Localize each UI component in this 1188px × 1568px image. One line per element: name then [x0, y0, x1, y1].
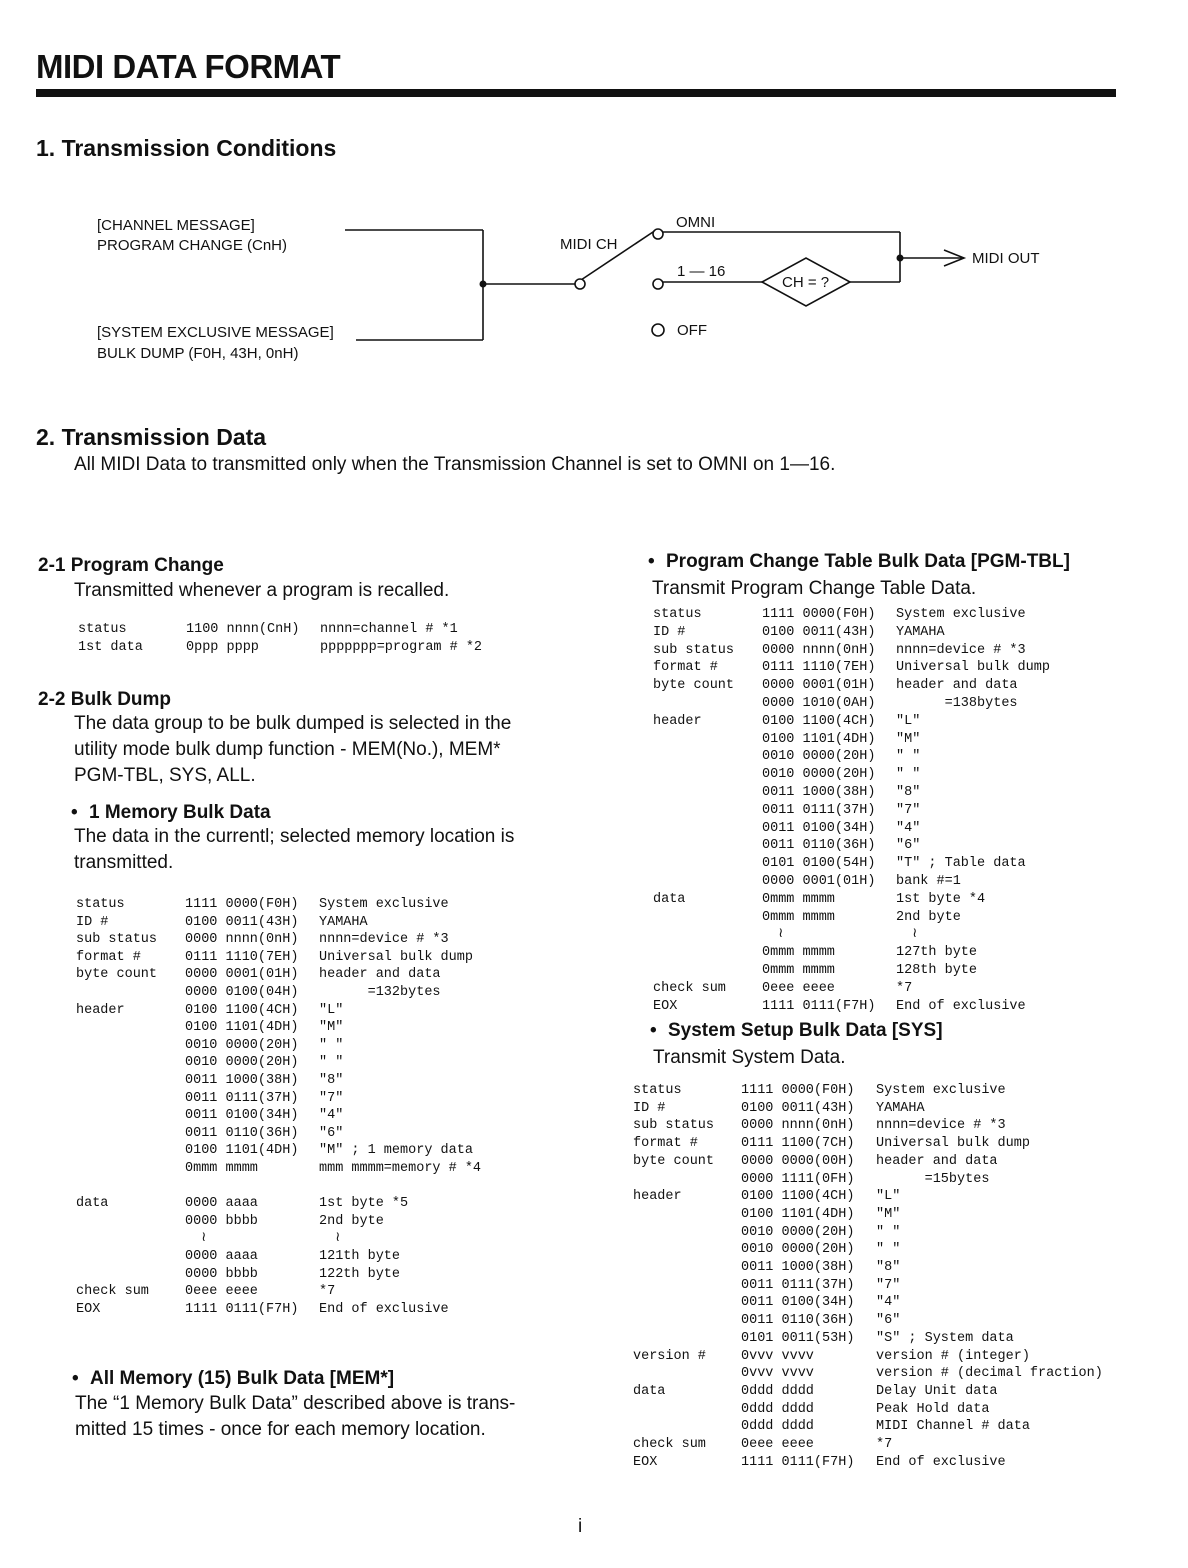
cell-field: data: [633, 1383, 666, 1399]
cell-desc: bank #=1: [896, 874, 961, 889]
cell-bits: 0011 0110(36H): [741, 1313, 855, 1329]
cell-bits: 0mmm mmmm: [762, 963, 835, 978]
cell-bits: 1111 0111(F7H): [741, 1454, 855, 1470]
cell-bits: 1111 0000(F0H): [762, 607, 876, 622]
table-row: [633, 1241, 1173, 1259]
cell-bits: 0000 0001(01H): [762, 678, 876, 694]
cell-desc: =138bytes: [896, 696, 1018, 711]
table-row: [633, 1330, 1173, 1348]
cell-desc: "4": [319, 1108, 344, 1124]
table-row: [633, 1294, 1173, 1312]
cell-bits: 0ddd dddd: [741, 1401, 814, 1417]
table-row: [633, 1224, 1173, 1242]
cell-desc: nnnn=device # *3: [876, 1118, 1006, 1134]
cell-desc: "8": [319, 1073, 344, 1088]
cell-bits: 0ddd dddd: [741, 1419, 814, 1435]
table-row: [76, 1301, 546, 1319]
cell-bits: 0011 0100(34H): [762, 820, 876, 836]
cell-bits: 1111 0000(F0H): [185, 897, 299, 912]
table-row: [76, 1054, 546, 1072]
cell-bits: 0100 1101(4DH): [185, 1020, 299, 1036]
cell-desc: " ": [876, 1224, 901, 1240]
cell-bits: 0100 1101(4DH): [741, 1206, 855, 1222]
table-row: [76, 914, 546, 932]
table-row: [653, 980, 1173, 998]
cell-bits: 0000 bbbb: [185, 1213, 258, 1229]
table-row: [633, 1206, 1173, 1224]
cell-desc: nnnn=device # *3: [319, 932, 449, 948]
cell-desc: System exclusive: [876, 1083, 1006, 1098]
cell-bits: 0eee eeee: [741, 1437, 814, 1452]
cell-desc: ppppppp=program # *2: [320, 640, 483, 655]
cell-bits: 1111 0111(F7H): [185, 1301, 299, 1317]
cell-bits: 0100 1100(4CH): [741, 1189, 855, 1205]
cell-desc: "4": [896, 820, 921, 836]
cell-bits: 0ppp pppp: [186, 640, 259, 655]
cell-desc: *7: [876, 1437, 893, 1452]
sys-heading: • System Setup Bulk Data [SYS]: [668, 1020, 943, 1042]
table-row: [653, 944, 1173, 962]
all-memory-heading: • All Memory (15) Bulk Data [MEM*]: [90, 1368, 394, 1390]
page-title: MIDI DATA FORMAT: [36, 48, 341, 85]
cell-desc: Delay Unit data: [876, 1383, 998, 1399]
cell-field: ID #: [633, 1100, 666, 1116]
cell-bits: 0100 1101(4DH): [762, 731, 876, 747]
cell-field: sub status: [633, 1118, 715, 1134]
memory-bulk-heading: • 1 Memory Bulk Data: [89, 802, 271, 824]
cell-desc: " ": [896, 767, 921, 783]
cell-desc: Universal bulk dump: [896, 660, 1050, 676]
cell-desc: header and data: [876, 1153, 998, 1169]
cell-field: header: [633, 1189, 682, 1205]
cell-desc: "S" ; System data: [876, 1330, 1014, 1346]
cell-desc: 2nd byte: [896, 909, 961, 925]
cell-desc: "4": [876, 1295, 901, 1311]
table-row: [76, 1037, 546, 1055]
table-row: [653, 642, 1173, 660]
table-row: [633, 1436, 1173, 1454]
cell-desc: Universal bulk dump: [876, 1136, 1030, 1152]
table-row: [76, 1195, 546, 1213]
table-row: [653, 998, 1173, 1016]
table-row: [76, 931, 546, 949]
cell-desc: 1st byte *4: [896, 891, 986, 907]
cell-desc: "7": [876, 1277, 901, 1293]
table-row: [76, 966, 546, 984]
table-row: [76, 1248, 546, 1266]
memory-bulk-table: [76, 896, 546, 1318]
cell-desc: "M": [876, 1206, 901, 1222]
pgm-tbl-table: [653, 606, 1173, 1015]
section1-heading: 1. Transmission Conditions: [36, 135, 337, 161]
cell-desc: mmm mmmm=memory # *4: [319, 1161, 482, 1176]
cell-bits: 0011 1000(38H): [762, 785, 876, 800]
program-change-text: Transmitted whenever a program is recalled.: [74, 580, 450, 601]
cell-desc: 127th byte: [896, 945, 978, 961]
cell-bits: 1111 0000(F0H): [741, 1083, 855, 1098]
cell-field: data: [653, 891, 686, 907]
cell-bits: 0011 0100(34H): [741, 1295, 855, 1311]
table-row: [653, 766, 1173, 784]
cell-bits: 0000 1010(0AH): [762, 696, 876, 711]
cell-field: check sum: [633, 1437, 706, 1452]
cell-bits: 0eee eeee: [185, 1284, 258, 1300]
cell-bits: 0111 1100(7CH): [741, 1136, 855, 1152]
table-row: [653, 731, 1173, 749]
cell-bits: 0eee eeee: [762, 980, 835, 996]
cell-bits: 0101 0011(53H): [741, 1330, 855, 1346]
pgm-tbl-text: Transmit Program Change Table Data.: [652, 578, 977, 599]
cell-bits: 1100 nnnn(CnH): [186, 622, 300, 637]
table-row: [653, 784, 1173, 802]
bulk-dump-heading: 2-2 Bulk Dump: [38, 689, 172, 710]
cell-desc: 122th byte: [319, 1266, 401, 1282]
table-row: [633, 1153, 1173, 1171]
cell-desc: End of exclusive: [876, 1454, 1006, 1470]
cell-field: status: [76, 897, 125, 912]
cell-field: version #: [633, 1348, 706, 1364]
table-row: [633, 1418, 1173, 1436]
cell-desc: 121th byte: [319, 1249, 401, 1264]
table-row: [653, 855, 1173, 873]
midi-out-label: MIDI OUT: [972, 250, 1040, 267]
cell-field: EOX: [633, 1454, 658, 1470]
cell-desc: =15bytes: [876, 1171, 990, 1187]
cell-bits: 0010 0000(20H): [185, 1055, 299, 1071]
cell-bits: 0010 0000(20H): [762, 767, 876, 783]
cell-desc: "L": [876, 1189, 901, 1205]
table-row: [653, 695, 1173, 713]
table-row: [653, 909, 1173, 927]
memory-bulk-line: transmitted.: [74, 852, 174, 873]
table-row: [76, 1266, 546, 1284]
cell-field: format #: [76, 949, 141, 965]
cell-field: sub status: [76, 932, 158, 948]
cell-bits: 0101 0100(54H): [762, 856, 876, 872]
memory-bulk-line: The data in the currentl; selected memory location is: [74, 826, 515, 847]
memory-bulk-text: [74, 824, 514, 876]
table-row: [633, 1117, 1173, 1135]
off-terminal-icon: [650, 320, 670, 340]
cell-bits: 0011 0111(37H): [185, 1090, 299, 1106]
cell-desc: nnnn=device # *3: [896, 642, 1026, 658]
cell-bits: 0100 1100(4CH): [185, 1002, 299, 1018]
cell-desc: ≀: [896, 927, 918, 943]
cell-desc: Universal bulk dump: [319, 949, 473, 965]
cell-bits: 0010 0000(20H): [762, 749, 876, 765]
table-row: [76, 1090, 546, 1108]
table-row: [653, 606, 1173, 624]
cell-bits: 0111 1110(7EH): [185, 949, 299, 965]
table-row: [76, 1072, 546, 1090]
cell-desc: "M" ; 1 memory data: [319, 1143, 473, 1159]
cell-bits: 0010 0000(20H): [185, 1037, 299, 1053]
cell-desc: System exclusive: [896, 607, 1026, 622]
cell-desc: 1st byte *5: [319, 1196, 409, 1212]
cell-field: status: [78, 622, 127, 637]
cell-desc: *7: [319, 1284, 336, 1300]
cell-desc: "M": [896, 731, 921, 747]
cell-field: ID #: [653, 624, 686, 640]
section2-heading: 2. Transmission Data: [36, 424, 267, 450]
cell-bits: 0000 aaaa: [185, 1196, 258, 1212]
cell-desc: header and data: [319, 967, 441, 983]
cell-desc: "8": [896, 785, 921, 800]
table-row: [633, 1401, 1173, 1419]
cell-bits: 0000 0000(00H): [741, 1153, 855, 1169]
cell-bits: 0011 0100(34H): [185, 1108, 299, 1124]
cell-bits: 0ddd dddd: [741, 1383, 814, 1399]
cell-desc: " ": [896, 749, 921, 765]
cell-field: header: [653, 713, 702, 729]
cell-field: data: [76, 1196, 109, 1212]
cell-bits: 0000 1111(0FH): [741, 1171, 855, 1187]
table-row: [653, 624, 1173, 642]
table-row: [653, 820, 1173, 838]
table-row: [76, 984, 546, 1002]
cell-field: sub status: [653, 642, 735, 658]
all-memory-line: mitted 15 times - once for each memory location.: [75, 1419, 486, 1440]
cell-bits: 0vvv vvvv: [741, 1348, 814, 1364]
cell-desc: YAMAHA: [876, 1100, 925, 1116]
table-row: [76, 1107, 546, 1125]
table-row: [653, 837, 1173, 855]
cell-field: EOX: [76, 1301, 101, 1317]
cell-bits: 0010 0000(20H): [741, 1224, 855, 1240]
cell-desc: "L": [319, 1002, 344, 1018]
cell-bits: 0000 aaaa: [185, 1249, 258, 1264]
table-row: [76, 1178, 546, 1196]
cell-desc: End of exclusive: [896, 998, 1026, 1014]
table-row: [633, 1188, 1173, 1206]
table-row: [633, 1259, 1173, 1277]
cell-desc: *7: [896, 980, 913, 996]
program-change-heading: 2-1 Program Change: [38, 555, 224, 576]
bulk-dump-line: utility mode bulk dump function - MEM(No.), MEM*: [74, 739, 501, 760]
sys-table: [633, 1082, 1173, 1471]
table-row: [653, 802, 1173, 820]
cell-desc: version # (decimal fraction): [876, 1366, 1103, 1382]
cell-bits: 0000 nnnn(0nH): [762, 642, 876, 658]
table-row: [653, 659, 1173, 677]
table-row: [633, 1348, 1173, 1366]
cell-field: status: [653, 607, 702, 622]
all-memory-line: The “1 Memory Bulk Data” described above is trans-: [75, 1393, 516, 1414]
cell-field: byte count: [653, 678, 735, 694]
cell-desc: " ": [319, 1055, 344, 1071]
range-label: 1 — 16: [677, 263, 726, 280]
table-row: [653, 926, 1173, 944]
table-row: [633, 1082, 1173, 1100]
cell-field: format #: [633, 1136, 698, 1152]
cell-bits: 0000 bbbb: [185, 1266, 258, 1282]
cell-field: 1st data: [78, 640, 143, 655]
cell-bits: 0000 0001(01H): [185, 967, 299, 983]
cell-bits: 0011 0110(36H): [762, 838, 876, 854]
table-row: [78, 621, 538, 639]
cell-desc: 128th byte: [896, 963, 978, 978]
table-row: [76, 896, 546, 914]
cell-bits: 0mmm mmmm: [762, 945, 835, 961]
off-label: OFF: [677, 322, 707, 339]
cell-bits: 0mmm mmmm: [762, 891, 835, 907]
table-row: [76, 949, 546, 967]
all-memory-text: [75, 1391, 515, 1443]
cell-desc: "6": [896, 838, 921, 854]
table-row: [653, 962, 1173, 980]
table-row: [633, 1383, 1173, 1401]
cell-desc: header and data: [896, 678, 1018, 694]
section2-text: All MIDI Data to transmitted only when the Transmission Channel is set to OMNI on 1—16.: [74, 454, 836, 475]
cell-bits: 0011 0111(37H): [762, 802, 876, 818]
table-row: [653, 873, 1173, 891]
cell-field: ID #: [76, 914, 109, 930]
program-change-table: [78, 621, 538, 657]
cell-bits: 0100 1101(4DH): [185, 1143, 299, 1159]
cell-desc: ≀: [319, 1231, 341, 1247]
program-change-label: PROGRAM CHANGE (CnH): [97, 237, 288, 254]
cell-desc: "M": [319, 1020, 344, 1036]
table-row: [653, 713, 1173, 731]
cell-bits: 0100 1100(4CH): [762, 713, 876, 729]
cell-desc: " ": [876, 1242, 901, 1258]
cell-desc: version # (integer): [876, 1348, 1030, 1364]
cell-bits: 0000 nnnn(0nH): [741, 1118, 855, 1134]
cell-bits: 0100 0011(43H): [185, 914, 299, 930]
bulk-dump-text: [74, 711, 511, 789]
title-rule: [36, 89, 1116, 97]
table-row: [78, 639, 538, 657]
table-row: [653, 891, 1173, 909]
cell-desc: Peak Hold data: [876, 1401, 990, 1417]
cell-bits: 0011 0110(36H): [185, 1125, 299, 1141]
cell-desc: "7": [896, 802, 921, 818]
table-row: [76, 1019, 546, 1037]
omni-label: OMNI: [676, 214, 716, 231]
cell-bits: 0vvv vvvv: [741, 1366, 814, 1382]
cell-field: format #: [653, 660, 718, 676]
cell-bits: 0mmm mmmm: [762, 909, 835, 925]
midi-ch-label: MIDI CH: [560, 236, 618, 253]
table-row: [633, 1277, 1173, 1295]
cell-desc: "6": [876, 1313, 901, 1329]
bulk-dump-label: BULK DUMP (F0H, 43H, 0nH): [97, 345, 299, 362]
cell-desc: System exclusive: [319, 897, 449, 912]
table-row: [76, 1213, 546, 1231]
table-row: [76, 1230, 546, 1248]
cell-bits: 0011 0111(37H): [741, 1277, 855, 1293]
cell-bits: 0000 nnnn(0nH): [185, 932, 299, 948]
cell-field: byte count: [633, 1153, 715, 1169]
cell-bits: 0000 0001(01H): [762, 874, 876, 889]
table-row: [633, 1171, 1173, 1189]
cell-bits: 0010 0000(20H): [741, 1242, 855, 1258]
pgm-tbl-heading: • Program Change Table Bulk Data [PGM-TBL]: [666, 551, 1070, 573]
cell-bits: ≀: [762, 927, 784, 943]
cell-bits: 0111 1110(7EH): [762, 660, 876, 676]
cell-desc: "7": [319, 1090, 344, 1106]
cell-field: status: [633, 1083, 682, 1098]
table-row: [633, 1312, 1173, 1330]
cell-desc: End of exclusive: [319, 1301, 449, 1317]
page-number: i: [578, 1516, 583, 1537]
cell-bits: ≀: [185, 1231, 207, 1247]
table-row: [76, 1142, 546, 1160]
table-row: [633, 1135, 1173, 1153]
cell-desc: nnnn=channel # *1: [320, 622, 458, 637]
channel-message-label: [CHANNEL MESSAGE]: [97, 217, 255, 234]
cell-desc: YAMAHA: [319, 914, 368, 930]
table-row: [76, 1125, 546, 1143]
table-row: [653, 748, 1173, 766]
cell-desc: "8": [876, 1260, 901, 1275]
cell-desc: =132bytes: [319, 985, 441, 1000]
cell-desc: YAMAHA: [896, 624, 945, 640]
cell-field: byte count: [76, 967, 158, 983]
cell-desc: " ": [319, 1037, 344, 1053]
cell-bits: 0100 0011(43H): [741, 1100, 855, 1116]
cell-desc: MIDI Channel # data: [876, 1419, 1030, 1435]
transmission-diagram: [0, 200, 1188, 380]
table-row: [76, 1160, 546, 1178]
table-row: [76, 1283, 546, 1301]
cell-desc: "T" ; Table data: [896, 856, 1026, 872]
table-row: [653, 677, 1173, 695]
cell-bits: 0011 1000(38H): [185, 1073, 299, 1088]
cell-field: check sum: [653, 980, 726, 996]
cell-field: check sum: [76, 1284, 149, 1300]
cell-desc: 2nd byte: [319, 1213, 384, 1229]
cell-bits: 0mmm mmmm: [185, 1161, 258, 1176]
sys-text: Transmit System Data.: [653, 1047, 846, 1068]
bulk-dump-line: PGM-TBL, SYS, ALL.: [74, 765, 256, 786]
cell-bits: 0011 1000(38H): [741, 1260, 855, 1275]
table-row: [76, 1002, 546, 1020]
cell-desc: "L": [896, 713, 921, 729]
cell-field: header: [76, 1002, 125, 1018]
ch-test-label: CH = ?: [782, 274, 830, 291]
table-row: [633, 1365, 1173, 1383]
cell-field: EOX: [653, 998, 678, 1014]
cell-desc: "6": [319, 1125, 344, 1141]
cell-bits: 0000 0100(04H): [185, 985, 299, 1000]
sysex-message-label: [SYSTEM EXCLUSIVE MESSAGE]: [97, 324, 334, 341]
table-row: [633, 1454, 1173, 1472]
cell-bits: 0100 0011(43H): [762, 624, 876, 640]
cell-bits: 1111 0111(F7H): [762, 998, 876, 1014]
table-row: [633, 1100, 1173, 1118]
bulk-dump-line: The data group to be bulk dumped is selected in the: [74, 713, 512, 734]
